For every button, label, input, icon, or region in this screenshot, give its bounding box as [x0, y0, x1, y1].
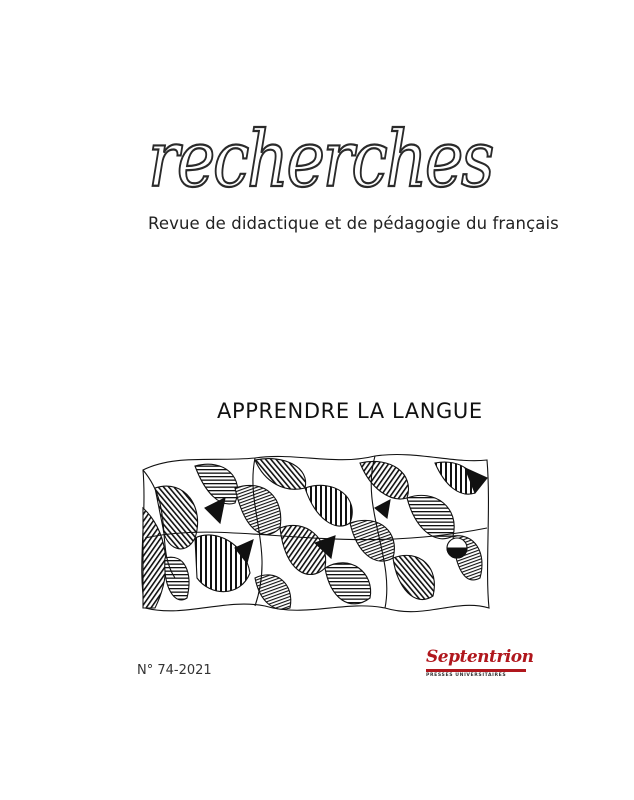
publisher-tagline: PRESSES UNIVERSITAIRES: [426, 673, 507, 678]
journal-logo-text: recherches: [148, 115, 493, 205]
publisher-name: Septentrion: [426, 647, 534, 667]
abstract-line-drawing: [135, 448, 495, 623]
issue-title: APPRENDRE LA LANGUE: [217, 399, 483, 423]
publisher-underline: [426, 669, 526, 672]
journal-logo: [140, 115, 500, 205]
publisher-logo: [426, 647, 534, 687]
journal-subtitle: Revue de didactique et de pédagogie du français: [148, 214, 559, 233]
issue-number: N° 74-2021: [137, 663, 212, 678]
